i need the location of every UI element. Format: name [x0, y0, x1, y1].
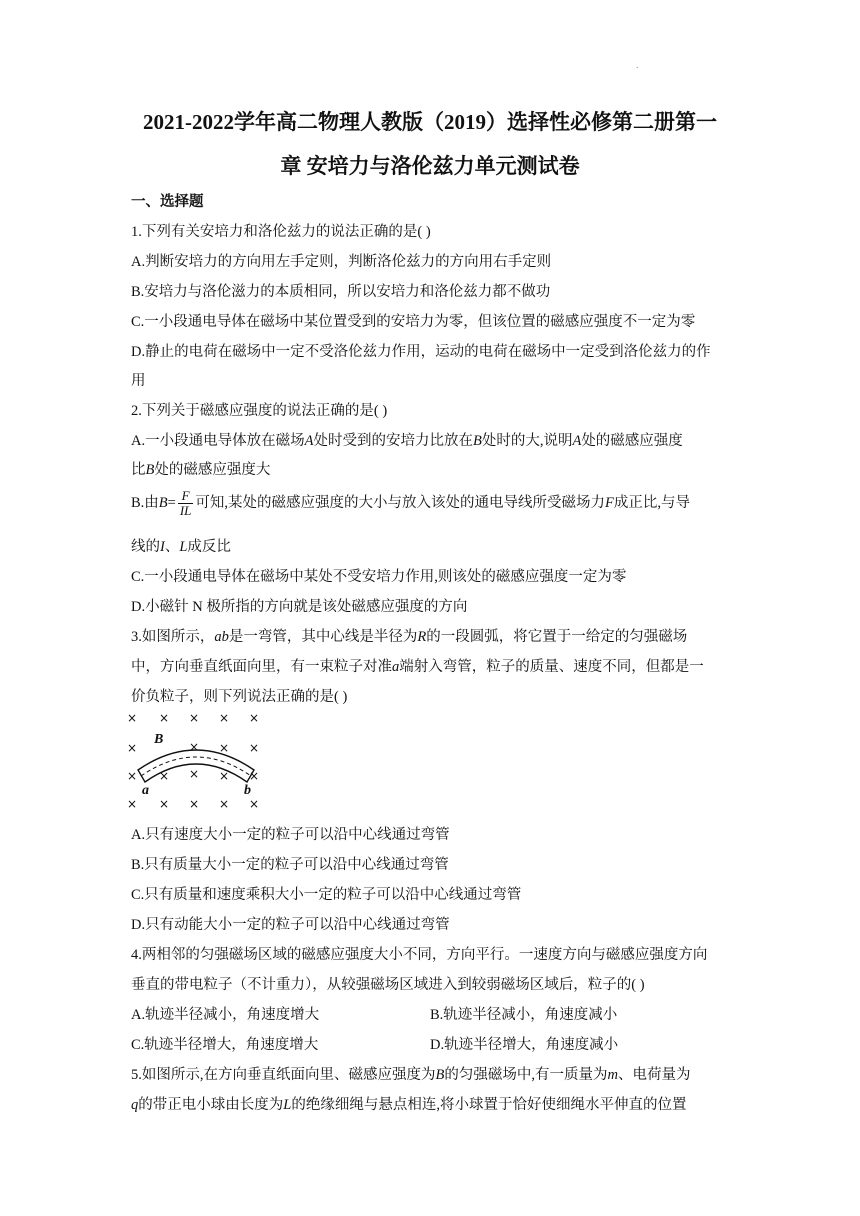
label-b: b: [244, 783, 251, 798]
field-cross: ×: [126, 769, 138, 783]
q1-option-d-cont: 用: [131, 373, 146, 389]
q2-option-b-cont: 线的I、L成反比: [131, 539, 231, 555]
field-cross: ×: [126, 711, 138, 725]
q3-option-a: A.只有速度大小一定的粒子可以沿中心线通过弯管: [131, 827, 450, 843]
q4-option-c: C.轨迹半径增大，角速度增大: [131, 1037, 319, 1053]
q5-stem-2: q的带正电小球由长度为L的绝缘细绳与悬点相连,将小球置于恰好使细绳水平伸直的位置: [131, 1097, 687, 1113]
q3-stem-3: 价负粒子，则下列说法正确的是( ): [131, 689, 348, 705]
q1-option-b: B.安培力与洛伦滋力的本质相同，所以安培力和洛伦兹力都不做功: [131, 284, 551, 300]
field-cross: ×: [126, 797, 138, 811]
section-heading: 一、选择题: [131, 194, 204, 210]
q4-option-a: A.轨迹半径减小，角速度增大: [131, 1007, 320, 1023]
page-title-line1: 2021-2022学年高二物理人教版（2019）选择性必修第二册第一: [143, 110, 717, 134]
field-cross: ×: [248, 741, 260, 755]
field-cross: ×: [126, 741, 138, 755]
label-a: a: [142, 783, 149, 798]
field-cross: ×: [158, 797, 170, 811]
field-cross: ×: [158, 769, 170, 783]
q2-stem: 2.下列关于磁感应强度的说法正确的是( ): [131, 403, 388, 419]
q4-option-d: D.轨迹半径增大，角速度减小: [430, 1037, 619, 1053]
q2-option-a-cont: 比B处的磁感应强度大: [131, 462, 271, 478]
q5-stem-1: 5.如图所示,在方向垂直纸面向里、磁感应强度为B的匀强磁场中,有一质量为m、电荷量为: [131, 1067, 691, 1083]
field-cross: ×: [188, 711, 200, 725]
field-cross: ×: [248, 711, 260, 725]
q4-stem-1: 4.两相邻的匀强磁场区域的磁感应强度大小不同，方向平行。一速度方向与磁感应强度方向: [131, 947, 708, 963]
field-cross: ×: [158, 711, 170, 725]
field-cross: ×: [218, 797, 230, 811]
q4-option-b: B.轨迹半径减小，角速度减小: [430, 1007, 618, 1023]
page-title-line2: 章 安培力与洛伦兹力单元测试卷: [280, 154, 580, 178]
field-cross: ×: [218, 769, 230, 783]
header-mark: .: [636, 60, 639, 71]
q3-option-d: D.只有动能大小一定的粒子可以沿中心线通过弯管: [131, 917, 450, 933]
field-cross: ×: [188, 797, 200, 811]
field-cross: ×: [248, 797, 260, 811]
q2-option-c: C.一小段通电导体在磁场中某处不受安培力作用,则该处的磁感应强度一定为零: [131, 569, 627, 585]
q1-stem: 1.下列有关安培力和洛伦兹力的说法正确的是( ): [131, 224, 431, 240]
field-cross: ×: [188, 740, 200, 754]
bent-tube-magnetic-field-figure: [126, 708, 266, 812]
q1-option-a: A.判断安培力的方向用左手定则，判断洛伦兹力的方向用右手定则: [131, 254, 552, 270]
q2-option-a: A.一小段通电导体放在磁场A处时受到的安培力比放在B处时的大,说明A处的磁感应强度: [131, 433, 683, 449]
field-cross: ×: [218, 711, 230, 725]
q3-option-b: B.只有质量大小一定的粒子可以沿中心线通过弯管: [131, 857, 449, 873]
q2-option-b: B.由B= $\frac{F}{IL}$ 可知,某处的磁感应强度的大小与放入该处的通电导线所受磁场力F成正比,与导: [131, 488, 691, 518]
field-cross: ×: [188, 767, 200, 781]
q2-option-d: D.小磁针 N 极所指的方向就是该处磁感应强度的方向: [131, 599, 468, 615]
field-cross: ×: [248, 769, 260, 783]
q1-option-d: D.静止的电荷在磁场中一定不受洛伦兹力作用，运动的电荷在磁场中一定受到洛伦兹力的作: [131, 344, 711, 360]
label-B: B: [154, 732, 164, 747]
q1-option-c: C.一小段通电导体在磁场中某位置受到的安培力为零，但该位置的磁感应强度不一定为零: [131, 314, 696, 330]
field-cross: ×: [218, 741, 230, 755]
formula-fraction: $\frac{F}{IL}$: [179, 488, 192, 518]
q3-stem-1: 3.如图所示，ab是一弯管，其中心线是半径为R的一段圆弧，将它置于一给定的匀强磁场: [131, 629, 688, 645]
q3-option-c: C.只有质量和速度乘积大小一定的粒子可以沿中心线通过弯管: [131, 887, 522, 903]
q4-stem-2: 垂直的带电粒子（不计重力），从较强磁场区域进入到较弱磁场区域后，粒子的( ): [131, 977, 645, 993]
q3-stem-2: 中，方向垂直纸面向里，有一束粒子对准a端射入弯管，粒子的质量、速度不同，但都是一: [131, 659, 704, 675]
